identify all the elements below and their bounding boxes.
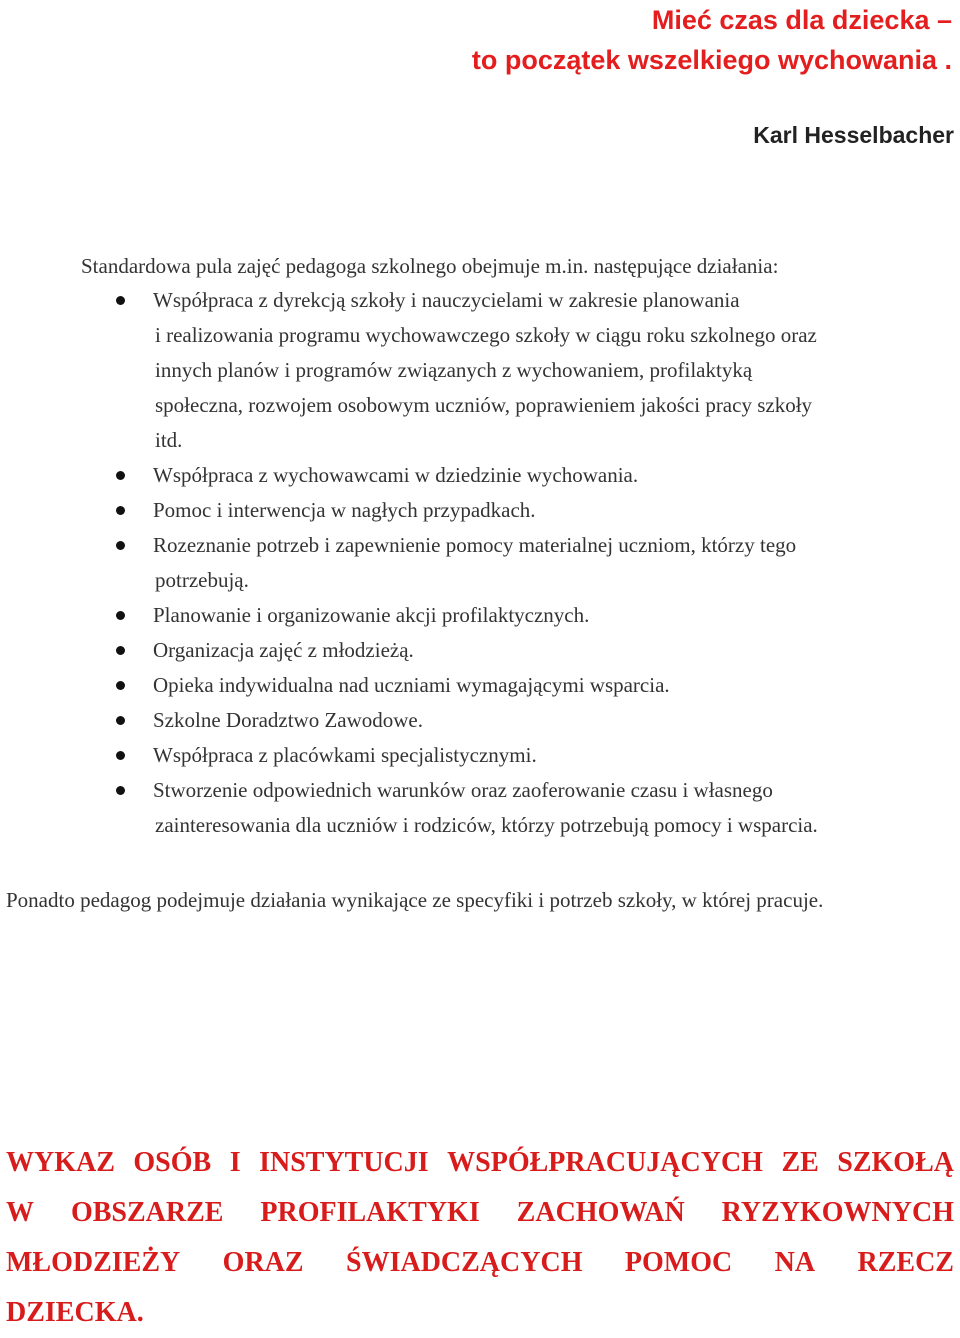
list-item-text: [153, 493, 953, 528]
list-item: [0, 283, 960, 458]
list-item: [0, 703, 960, 738]
document-title-line-2: to początek wszelkiego wychowania .: [471, 45, 952, 75]
list-item-text: [153, 633, 953, 668]
list-item-line: Współpraca z wychowawcami w dziedzinie wychowania.: [153, 463, 639, 487]
list-item-text: [153, 738, 953, 773]
section-heading-line: W OBSZARZE PROFILAKTYKI ZACHOWAŃ RYZYKOWNYCH: [6, 1197, 954, 1228]
list-item-text: [153, 528, 953, 598]
list-item-line: Rozeznanie potrzeb i zapewnienie pomocy materialnej uczniom, którzy tego: [153, 533, 797, 557]
bullet-icon: [116, 296, 125, 305]
bullet-icon: [116, 786, 125, 795]
list-item-line: społeczna, rozwojem osobowym uczniów, poprawieniem jakości pracy szkoły: [155, 393, 813, 417]
list-item-line: zainteresowania dla uczniów i rodziców, którzy potrzebują pomocy i wsparcia.: [155, 813, 818, 837]
list-item: [0, 598, 960, 633]
bullet-icon: [116, 716, 125, 725]
bullet-icon: [116, 751, 125, 760]
bullet-icon: [116, 681, 125, 690]
document-title-line-1: Mieć czas dla dziecka –: [651, 5, 952, 35]
bullet-icon: [116, 471, 125, 480]
list-item-line: Planowanie i organizowanie akcji profilaktycznych.: [153, 603, 590, 627]
intro-paragraph: Standardowa pula zajęć pedagoga szkolnego obejmuje m.in. następujące działania:: [81, 254, 779, 278]
bullet-icon: [116, 506, 125, 515]
bullet-icon: [116, 646, 125, 655]
list-item-text: [153, 283, 953, 458]
list-item-line: Organizacja zajęć z młodzieżą.: [153, 638, 414, 662]
bullet-icon: [116, 541, 125, 550]
list-item: [0, 493, 960, 528]
section-heading-line: MŁODZIEŻY ORAZ ŚWIADCZĄCYCH POMOC NA RZECZ: [6, 1247, 954, 1278]
duties-list: [0, 283, 960, 843]
closing-paragraph: Ponadto pedagog podejmuje działania wynikające ze specyfiki i potrzeb szkoły, w której pracuje.: [6, 888, 824, 912]
list-item-text: [153, 703, 953, 738]
section-heading-line: DZIECKA.: [6, 1297, 144, 1328]
list-item-text: [153, 458, 953, 493]
section-heading-line: WYKAZ OSÓB I INSTYTUCJI WSPÓŁPRACUJĄCYCH ZE SZKOŁĄ: [6, 1147, 954, 1178]
list-item-line: Współpraca z placówkami specjalistycznymi.: [153, 743, 537, 767]
list-item: [0, 528, 960, 598]
list-item-line: innych planów i programów związanych z wychowaniem, profilaktyką: [155, 358, 753, 382]
list-item-line: itd.: [155, 428, 183, 452]
list-item-line: Stworzenie odpowiednich warunków oraz zaoferowanie czasu i własnego: [153, 778, 773, 802]
list-item: [0, 668, 960, 703]
list-item-line: Opieka indywidualna nad uczniami wymagającymi wsparcia.: [153, 673, 670, 697]
list-item: [0, 738, 960, 773]
list-item: [0, 633, 960, 668]
list-item-line: potrzebują.: [155, 568, 249, 592]
list-item-text: [153, 773, 953, 843]
list-item-text: [153, 668, 953, 703]
list-item: [0, 773, 960, 843]
quote-author: Karl Hesselbacher: [753, 122, 954, 148]
list-item-line: Pomoc i interwencja w nagłych przypadkach.: [153, 498, 536, 522]
list-item-line: Współpraca z dyrekcją szkoły i nauczycielami w zakresie planowania: [153, 288, 740, 312]
section-heading: [6, 1138, 954, 1338]
list-item-line: Szkolne Doradztwo Zawodowe.: [153, 708, 424, 732]
bullet-icon: [116, 611, 125, 620]
list-item: [0, 458, 960, 493]
list-item-line: i realizowania programu wychowawczego szkoły w ciągu roku szkolnego oraz: [155, 323, 817, 347]
list-item-text: [153, 598, 953, 633]
